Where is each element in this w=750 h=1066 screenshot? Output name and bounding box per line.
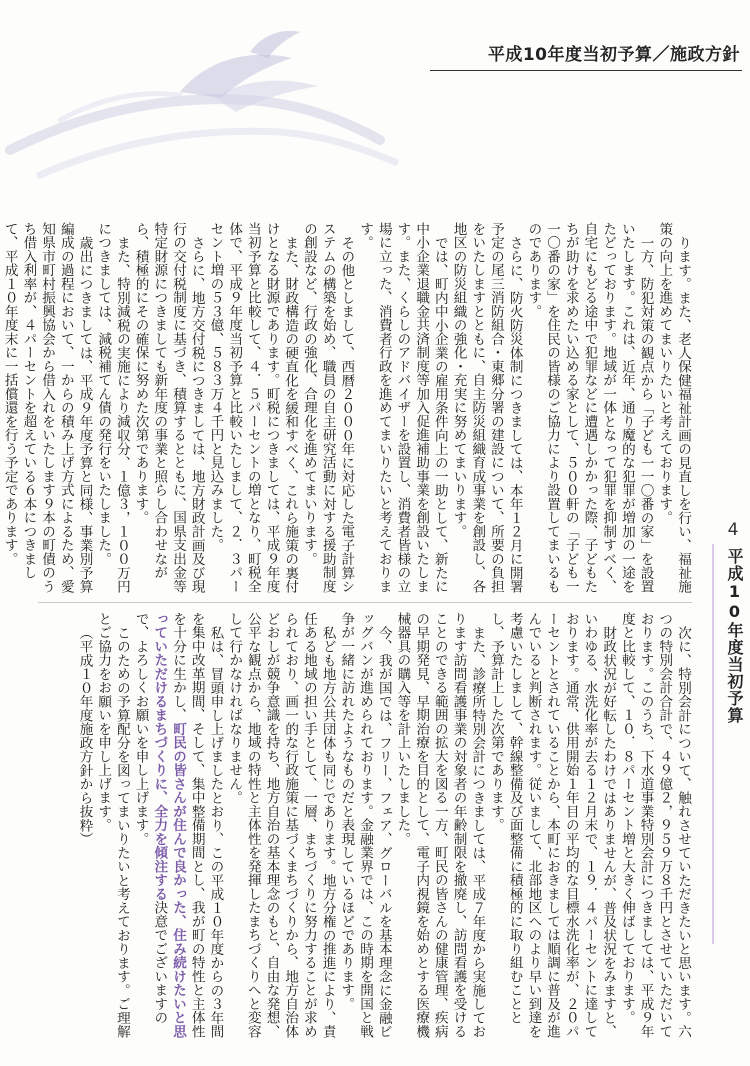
page-number: 4 <box>727 520 739 540</box>
paragraph: また、財政構造の硬直化を緩和すべく、これら施策の裏付けとなる財源であります。町税につきましては、平成９年度当初予算と比較して、４．５パーセントの増となり、町税全体で、平成９年度当初予算と比較いたしまして、２．３パーセント増の５３億、５８３万４千円と見込みました。 <box>207 222 299 594</box>
closing-note: （平成１０年度施政方針から抜粋） <box>76 625 93 846</box>
side-tab-line <box>712 544 714 944</box>
paragraph: また、診療所特別会計につきましては、平成７年度から実施しております訪問看護事業の対象者の年齢制限を撤廃し、訪問看護を受けることのできる範囲の拡大を図る一方、町民の皆さんの健康管理、疾病の早期発見、早期治療を目的として、電子内視鏡を始めとする医療機械器具の購入等を計上いたしました。 <box>394 612 486 1039</box>
paragraph: さらに、地方交付税につきましては、地方財政計画及び現行の交付税制度に基づき、積算するとともに、国県支出金等特定財源につきましても新年度の事業と照らし合わせながら、積極的にその確保に努めた次第であります。 <box>132 222 205 594</box>
body-text-bottom <box>38 612 692 1040</box>
paragraph: 次に、特別会計について、触れさせていただきたいと思います。六つの特別会計合計で、４９億２，９５９万８千円とさせていただいております。このうち、下水道事業特別会計につきましては、平成９年度と比較して、１０．８パーセント増と大きく伸ばしております。 <box>618 612 691 1039</box>
paragraph: 財政状況が好転したわけではありませんが、普及状況をみますと、いわゆる、水洗化率が去る１２月末で、１９．４パーセントに達しております。通常、供用開始１年目の平均的な目標水洗化率が、２０パーセントとされていることから、本町におきましては順調に普及が進んでいると判断されます。従いまして、北部地区へのより早い到達を考慮いたしまして、幹線整備及び面整備に積極的に取り組むこととし、予算計上した次第であります。 <box>487 612 617 1039</box>
paragraph-lead: 私は、冒頭申し上げましたとおり、この平成１０年度からの３年間を集中改革期間、そして、集中整備期間とし、我が町の特性と主体性を十分に生かし、 <box>170 612 224 1039</box>
paragraph: その他としまして、西暦２０００年に対応した電子計算システムの構築を始め、職員の自主研究活動に対する援助制度の創設など、行政の強化、合理化を進めてまいります。 <box>300 222 355 594</box>
paragraph: 歳出につきましては、平成９年度予算と同様、事業別予算編成の過程において、一からの積み上げ方式によるため、愛知県市町村振興協会から借入れをいたします９本の町債のうち借入利率が、４パーセントを超えている６本につきまして、平成１０年度末に一括償還を行う予定であります。 <box>1 222 93 594</box>
paragraph-tail: 決意でございますので、よろしくお願いを申し上げます。 <box>132 612 168 1025</box>
paragraph: また、特別減税の実施により減収分、１億３，１００万円につきましては、減税補てん債の発行をいたしました。 <box>95 222 130 594</box>
paragraph: では、町内中小企業の雇用条件向上の一助として、新たに中小企業退職金共済制度等加入促進補助事業を創設いたします。また、くらしのアドバイザーを設置し、消費者皆様の立場に立った、消費者行政を進めてまいりたいと考えております。 <box>357 222 448 594</box>
body-text-top <box>1 222 692 594</box>
header-title: 平成10年度当初予算／施政方針 <box>487 45 740 65</box>
paragraph: さらに、防火防災体制につきましては、本年１２月に開署予定の尾三消防組合・東郷分署の建設について、所要の負担をいたしますとともに、自主防災組織育成事業を創設し、各地区の防災組織の強化・充実に努めてまいります。 <box>450 222 523 594</box>
paragraph: このための予算配分を図ってまいりたいと考えております。ご理解とご協力をお願いを申し上げます。 <box>95 612 130 1039</box>
paragraph: 一方、防犯対策の観点から「子ども一一〇番の家」を設置いたします。これは、近年、通り魔的な犯罪が増加の一途をたどっております。地域が一体となって犯罪を抑制すべく、自宅にもどる途中で犯罪などに遭遇しかかった際、子どもたちが助けを求めたい込める家として、５００軒の「子ども一一〇番の家」を住民の皆様のご協力により設置してまいるものであります。 <box>525 222 654 594</box>
section-divider <box>38 602 692 603</box>
paragraph: ります。また、老人保健福祉計画の見直しを行い、福祉施策の向上を進めてまいりたいと考えております。 <box>656 222 691 594</box>
highlighted-text: 町民の皆さんが住んで良かった、住み続けたいと思っていただけるまちづくりに、全力を傾注する <box>151 612 187 1039</box>
paragraph: 今、我が国では、フリー、フェア、グローバルを基本理念に金融ビッグバンが進められております。金融業界では、この時期を開国と戦争が一緒に訪れたようなものだと表現しているほどであります。 <box>338 612 392 1039</box>
bird-wave-illustration <box>0 0 420 200</box>
side-tab <box>706 520 748 950</box>
side-tab-title: 平成10年度当初予算 <box>725 548 744 724</box>
header-rule <box>430 70 742 71</box>
paragraph: 私ども地方公共団体も同じであります。地方分権の推進により、責任ある地域の担い手として、一層、まちづくりに努力することが求められており、画一的な行政施策に基づくまちづくりから、地方自治体どおしが競争意識を持ち、地方自治の基本理念のもと、自由な発想、公平な観点から、地域の特性と主体性を発揮したまちづくりへと変容して行かなければなりません。 <box>226 612 336 1039</box>
paragraph <box>131 612 225 1040</box>
